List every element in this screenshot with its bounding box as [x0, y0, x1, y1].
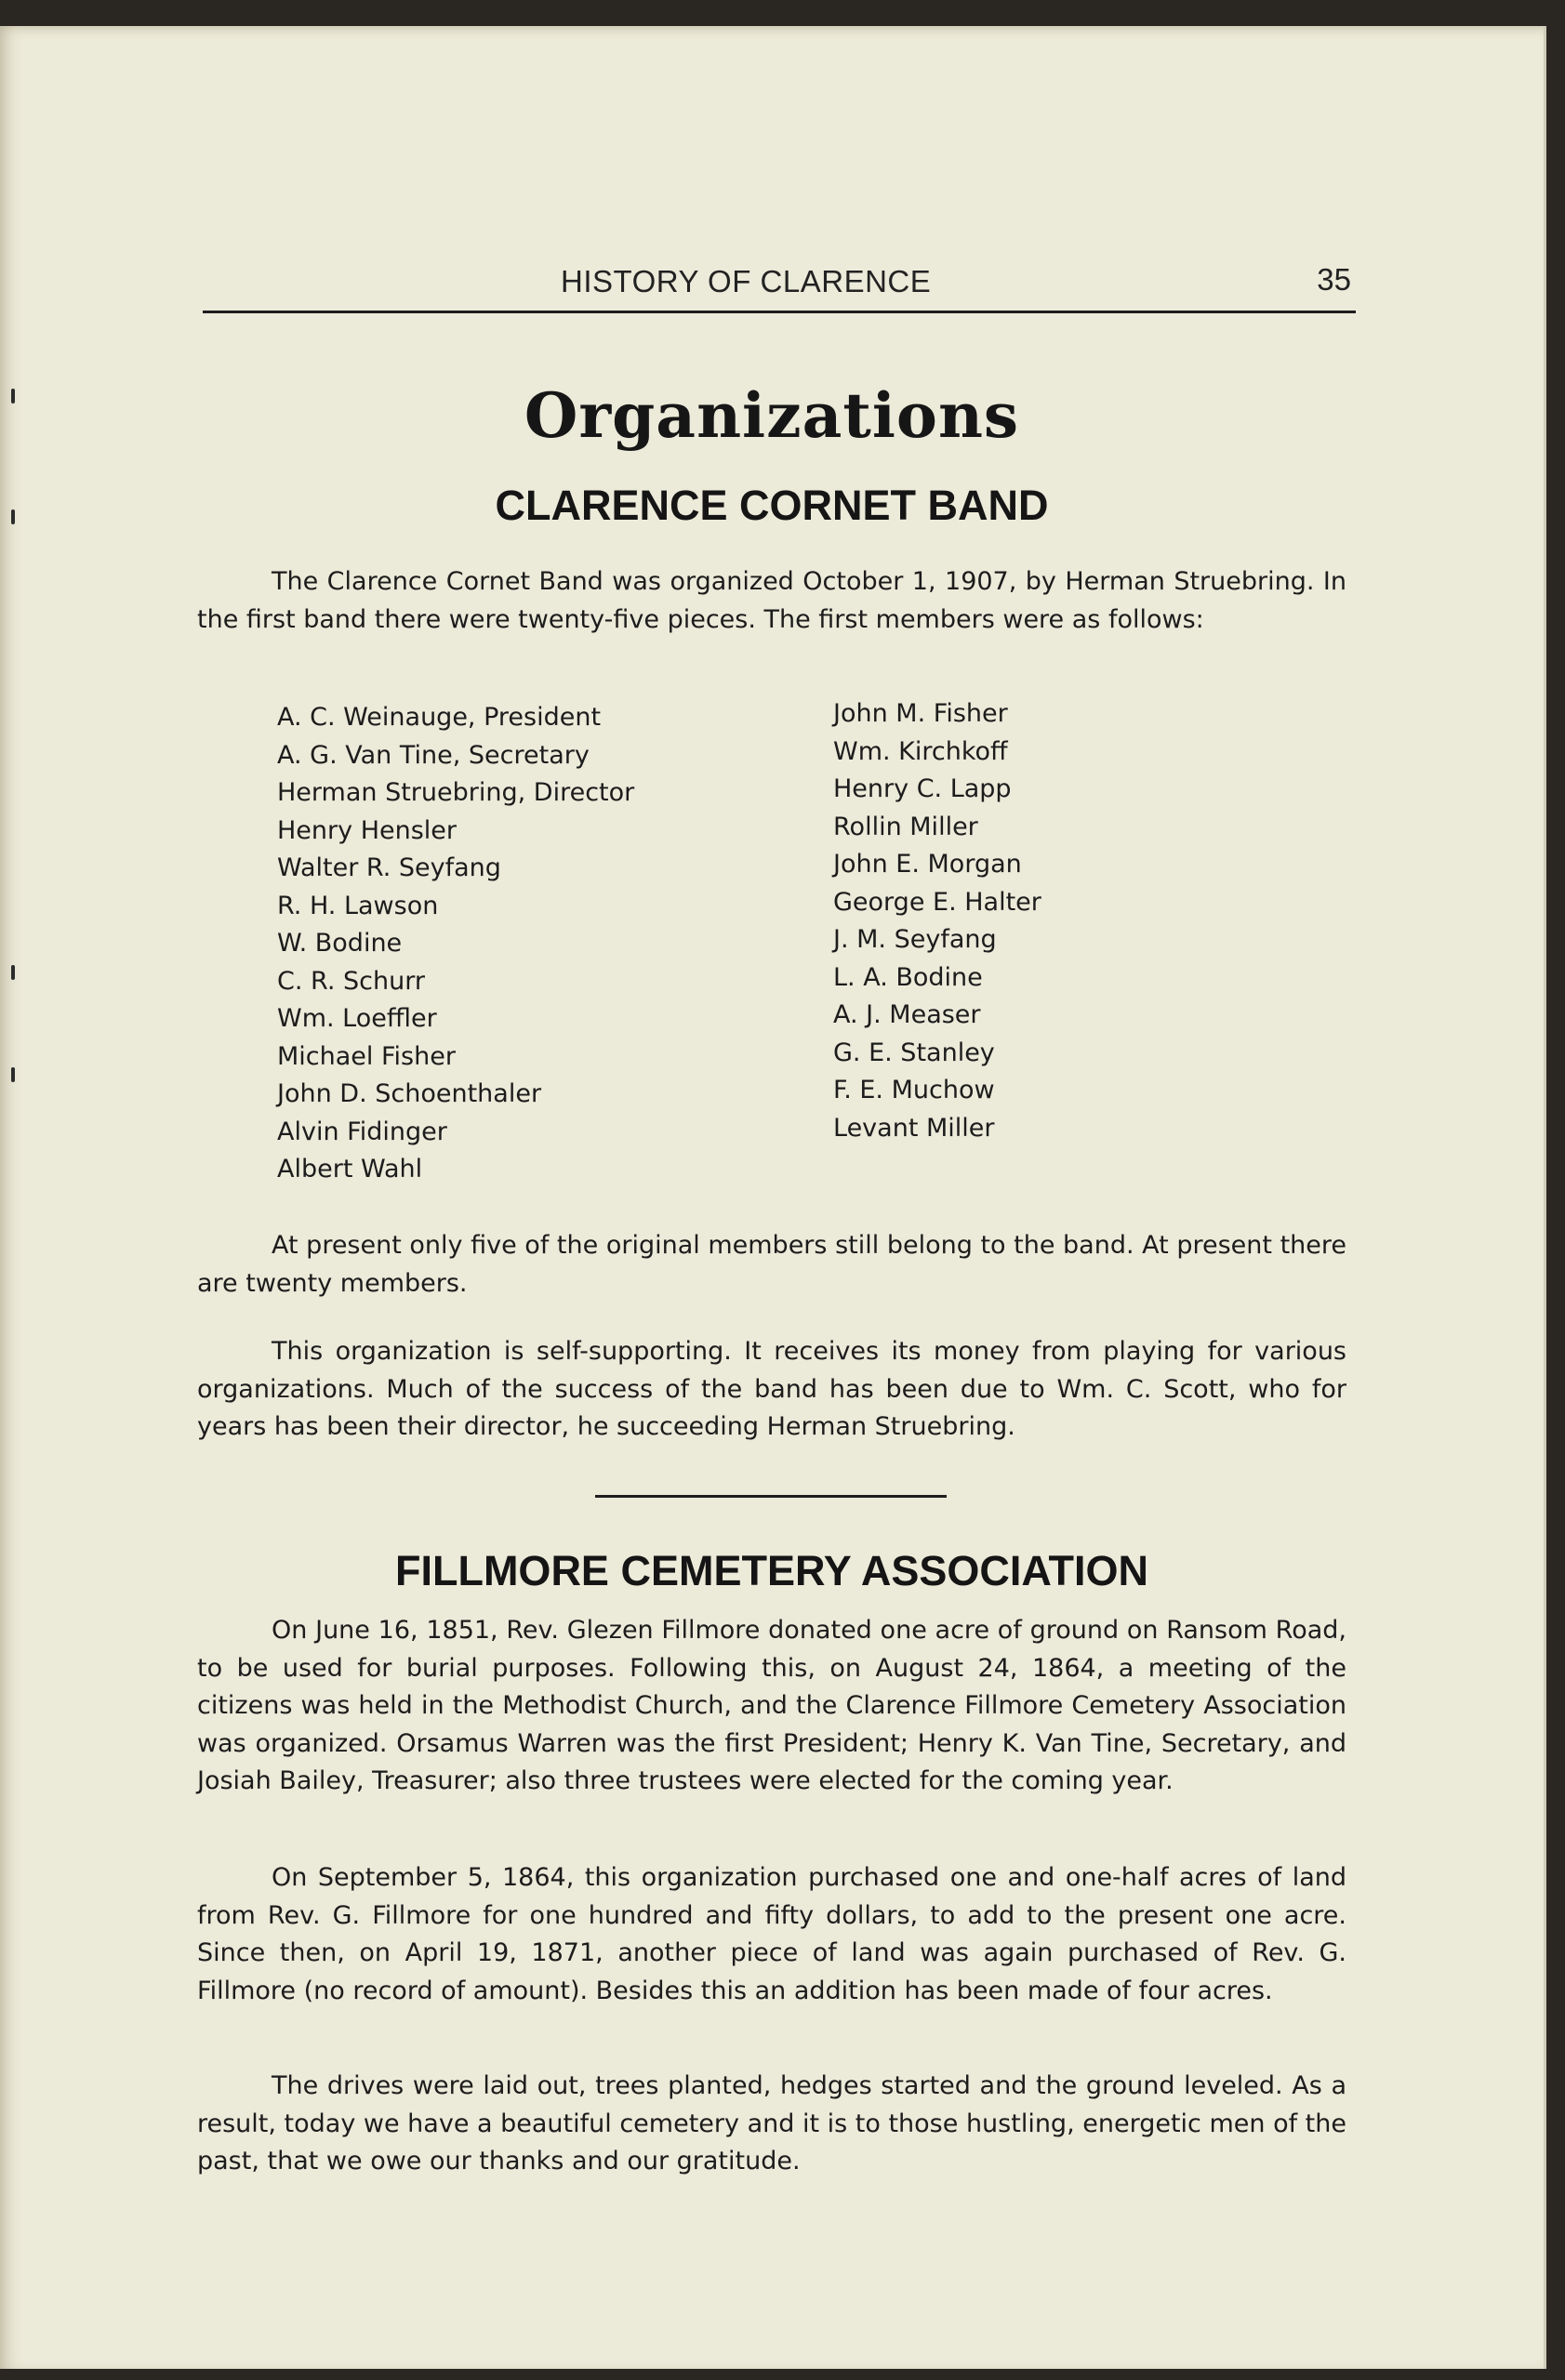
member-name: Levant Miller: [833, 1113, 995, 1143]
member-name: Wm. Loeffler: [277, 1004, 437, 1033]
member-name: Wm. Kirchkoff: [833, 736, 1008, 766]
member-name: Albert Wahl: [277, 1155, 423, 1183]
member-name: John M. Fisher: [833, 699, 1008, 728]
member-name: Henry C. Lapp: [833, 774, 1012, 803]
member-name: R. H. Lawson: [277, 891, 439, 920]
cornet-band-heading: CLARENCE CORNET BAND: [495, 482, 1049, 529]
page-number: 35: [1317, 262, 1351, 297]
members-list-left: [277, 699, 634, 1189]
cornet-band-support-paragraph: This organization is self-supporting. It receives its money from playing for various organizations. Much of the success of the band has been due to Wm. C. Scott, who for years has been their director, he succeeding Herman Struebring.: [197, 1337, 1346, 1441]
member-name: John E. Morgan: [833, 850, 1022, 879]
member-name: F. E. Muchow: [833, 1076, 995, 1104]
member-name: G. E. Stanley: [833, 1038, 995, 1067]
section-divider: [595, 1495, 947, 1498]
member-name: Walter R. Seyfang: [277, 853, 501, 882]
cornet-band-present-paragraph: At present only five of the original members still belong to the band. At present there are twenty members.: [197, 1231, 1346, 1298]
members-list-right: [833, 695, 1041, 1147]
cemetery-heading: FILLMORE CEMETERY ASSOCIATION: [394, 1547, 1149, 1594]
member-name: Rollin Miller: [833, 812, 978, 841]
member-name: L. A. Bodine: [833, 962, 983, 992]
member-name: W. Bodine: [277, 929, 403, 958]
cemetery-paragraph-1: On June 16, 1851, Rev. Glezen Fillmore donated one acre of ground on Ransom Road, to be used for burial purposes. Following this, on August 24, 1864, a meeting of the citizens was held in the Methodist Church, and the Clarence Fillmore Cemetery Association was organized. Orsamus Warren was the first President; Henry K. Van Tine, Secretary, and Josiah Bailey, Treasurer; also three trustees were elected for the coming year.: [197, 1616, 1346, 1795]
binding-mark: [11, 965, 15, 980]
running-head: [203, 258, 1356, 313]
member-name: A. C. Weinauge, President: [277, 703, 602, 732]
member-name: Michael Fisher: [277, 1041, 456, 1071]
member-name: J. M. Seyfang: [833, 925, 997, 954]
member-name: John D. Schoenthaler: [277, 1079, 542, 1108]
cornet-band-intro: The Clarence Cornet Band was organized October 1, 1907, by Herman Struebring. In the first band there were twenty-five pieces. The first members were as follows:: [197, 567, 1346, 634]
book-page: [0, 26, 1546, 2369]
member-name: Herman Struebring, Director: [277, 778, 635, 807]
member-name: A. J. Measer: [833, 1000, 981, 1029]
binding-mark: [11, 1067, 15, 1082]
member-name: Henry Hensler: [277, 815, 457, 845]
member-name: George E. Halter: [833, 887, 1041, 917]
member-name: A. G. Van Tine, Secretary: [277, 740, 590, 770]
cemetery-paragraph-3: The drives were laid out, trees planted, hedges started and the ground leveled. As a result, today we have a beautiful cemetery and it is to those hustling, energetic men of the past, that we owe our thanks and our gratitude.: [197, 2071, 1346, 2175]
member-name: Alvin Fidinger: [277, 1117, 447, 1146]
member-name: C. R. Schurr: [277, 966, 425, 996]
cemetery-paragraph-2: On September 5, 1864, this organization purchased one and one-half acres of land from Rev. G. Fillmore for one hundred and fifty dollars, to add to the present one acre. Since then, on April 19, 1871, another piece of land was again purchased of Rev. G. Fillmore (no record of amount). Besides this an addition has been made of four acres.: [197, 1863, 1346, 2005]
section-title: Organizations: [524, 379, 1020, 452]
running-head-title: HISTORY OF CLARENCE: [561, 264, 932, 298]
